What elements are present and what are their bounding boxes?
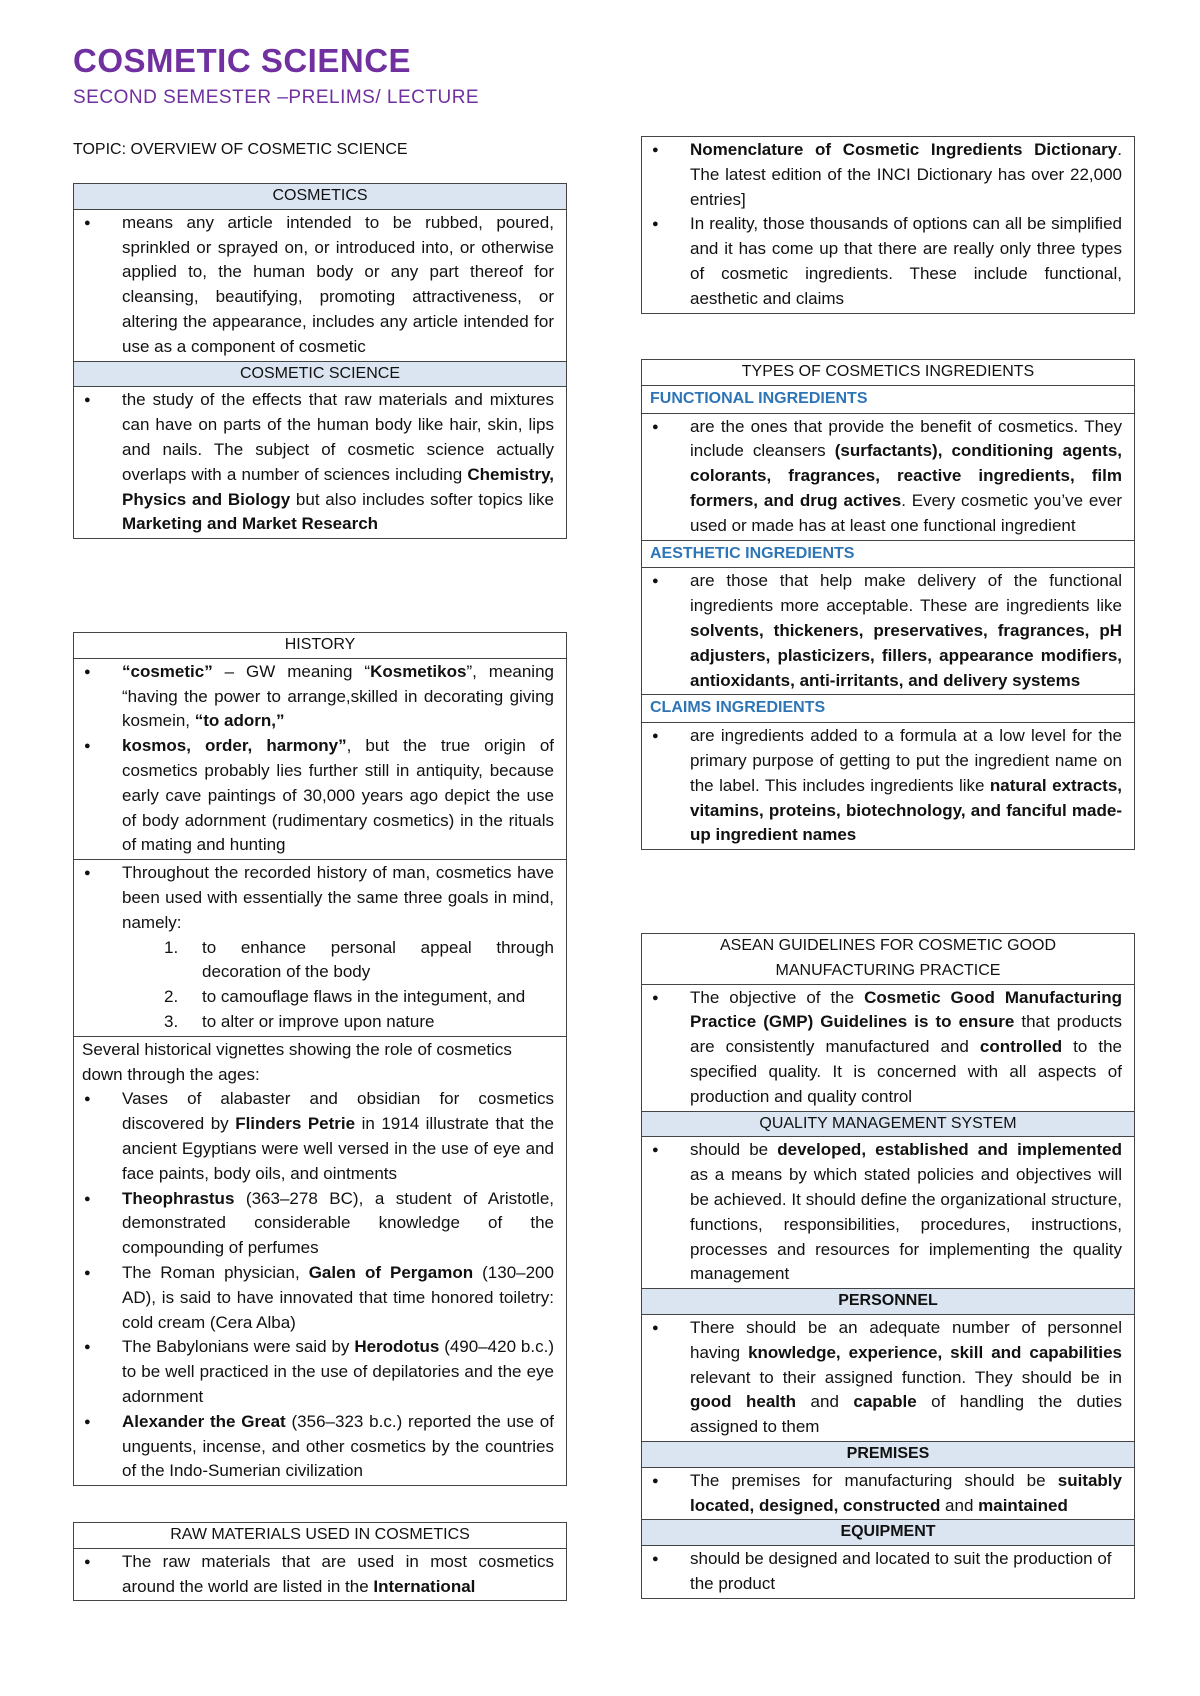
premises-heading: PREMISES	[642, 1441, 1135, 1467]
raw-materials-heading: RAW MATERIALS USED IN COSMETICS	[74, 1523, 567, 1549]
personnel-item: ● There should be an adequate number of personnel having knowledge, experience, skill and capabilities relevant to their assigned function. They should be in good health and capable of handling the duties assigned to them	[690, 1316, 1122, 1440]
qms-heading: QUALITY MANAGEMENT SYSTEM	[642, 1111, 1135, 1137]
history-heading: HISTORY	[74, 633, 567, 659]
personnel-heading: PERSONNEL	[642, 1289, 1135, 1315]
types-heading: TYPES OF COSMETICS INGREDIENTS	[642, 360, 1135, 386]
vignette-item: ● The Roman physician, Galen of Pergamon (130–200 AD), is said to have innovated that time honored toiletry: cold cream (Cera Alba)	[122, 1261, 554, 1335]
raw-materials-item-start: ● The raw materials that are used in most cosmetics around the world are listed in the International	[122, 1550, 554, 1600]
vignettes-intro: Several historical vignettes showing the role of cosmetics down through the ages:	[82, 1039, 512, 1084]
functional-heading: FUNCTIONAL INGREDIENTS	[642, 385, 1135, 413]
premises-item: ● The premises for manufacturing should be suitably located, designed, constructed and maintained	[690, 1469, 1122, 1519]
history-item: ● “cosmetic” – GW meaning “Kosmetikos”, meaning “having the power to arrange,skilled in decorating giving kosmein, “to adorn,”	[122, 660, 554, 734]
raw-materials-item: ● In reality, those thousands of options can all be simplified and it has come up that there are really only three types of cosmetic ingredients. These include functional, aesthetic and claims	[690, 212, 1122, 311]
cosmetics-heading: COSMETICS	[74, 184, 567, 210]
cosmetic-science-heading: COSMETIC SCIENCE	[74, 361, 567, 387]
asean-heading: ASEAN GUIDELINES FOR COSMETIC GOOD MANUFACTURING PRACTICE	[642, 934, 1135, 985]
gmp-item: ● The objective of the Cosmetic Good Manufacturing Practice (GMP) Guidelines is to ensure that products are consistently manufactured and controlled to the specified quality. It is concerned with all aspects of production and quality control	[690, 986, 1122, 1110]
cosmetics-box	[73, 183, 567, 539]
equipment-heading: EQUIPMENT	[642, 1520, 1135, 1546]
cosmetics-definition: ● means any article intended to be rubbed, poured, sprinkled or sprayed on, or introduced into, or otherwise applied to, the human body or any part thereof for cleansing, beautifying, promoting attractiveness, or altering the appearance, includes any article intended for use as a component of cosmetic	[122, 211, 554, 360]
goal-item: 2. to camouflage flaws in the integument, and	[164, 987, 526, 1007]
vignette-item: ● Alexander the Great (356–323 b.c.) reported the use of unguents, incense, and other cosmetics by the countries of the Indo-Sumerian civilization	[122, 1410, 554, 1484]
cosmetic-science-definition: ● the study of the effects that raw materials and mixtures can have on parts of the human body like hair, skin, lips and nails. The subject of cosmetic science actually overlaps with a number of sciences including Chemistry, Physics and Biology but also includes softer topics like Marketing and Market Research	[122, 388, 554, 537]
aesthetic-item: ● are those that help make delivery of the functional ingredients more acceptable. These are ingredients like solvents, thickeners, preservatives, fragrances, pH adjusters, plasticizers, fillers, appearance modifiers, antioxidants, anti-irritants, and delivery systems	[690, 569, 1122, 693]
topic-line: TOPIC: OVERVIEW OF COSMETIC SCIENCE	[73, 141, 408, 158]
document-title: COSMETIC SCIENCE	[73, 42, 412, 79]
document-subtitle: SECOND SEMESTER –PRELIMS/ LECTURE	[73, 87, 480, 108]
raw-materials-item-continued: ● Nomenclature of Cosmetic Ingredients Dictionary. The latest edition of the INCI Dictionary has over 22,000 entries]	[690, 138, 1122, 212]
history-item: ● kosmos, order, harmony”, but the true origin of cosmetics probably lies further still in antiquity, because early cave paintings of 30,000 years ago depict the use of body adornment (rudimentary cosmetics) in the rituals of mating and hunting	[122, 734, 554, 858]
vignette-item: ● Theophrastus (363–278 BC), a student of Aristotle, demonstrated considerable knowledge of the compounding of perfumes	[122, 1187, 554, 1261]
equipment-item: ● should be designed and located to suit the production of the product	[690, 1547, 1122, 1597]
aesthetic-heading: AESTHETIC INGREDIENTS	[642, 540, 1135, 568]
history-box	[73, 632, 567, 1486]
qms-item: ● should be developed, established and implemented as a means by which stated policies and objectives will be achieved. It should define the organizational structure, functions, responsibilities, procedures, instructions, processes and resources for implementing the quality management	[690, 1138, 1122, 1287]
types-box	[641, 359, 1135, 850]
vignette-item: ● Vases of alabaster and obsidian for cosmetics discovered by Flinders Petrie in 1914 illustrate that the ancient Egyptians were well versed in the use of eye and face paints, body oils, and ointments	[122, 1087, 554, 1186]
raw-materials-box	[73, 1522, 567, 1601]
asean-box	[641, 933, 1135, 1599]
history-goals-intro: ● Throughout the recorded history of man, cosmetics have been used with essentially the same three goals in mind, namely:	[122, 861, 554, 935]
functional-item: ● are the ones that provide the benefit of cosmetics. They include cleansers (surfactants), conditioning agents, colorants, fragrances, reactive ingredients, film formers, and drug actives. Every cosmetic you’ve ever used or made has at least one functional ingredient	[690, 415, 1122, 539]
claims-heading: CLAIMS INGREDIENTS	[642, 695, 1135, 723]
claims-item: ● are ingredients added to a formula at a low level for the primary purpose of getting to put the ingredient name on the label. This includes ingredients like natural extracts, vitamins, proteins, biotechnology, and fanciful made-up ingredient names	[690, 724, 1122, 848]
goal-item: 3. to alter or improve upon nature	[164, 1011, 435, 1031]
raw-materials-continued-box	[641, 136, 1135, 314]
goal-item: 1. to enhance personal appeal through decoration of the body	[164, 937, 554, 982]
vignette-item: ● The Babylonians were said by Herodotus (490–420 b.c.) to be well practiced in the use of depilatories and the eye adornment	[122, 1335, 554, 1409]
